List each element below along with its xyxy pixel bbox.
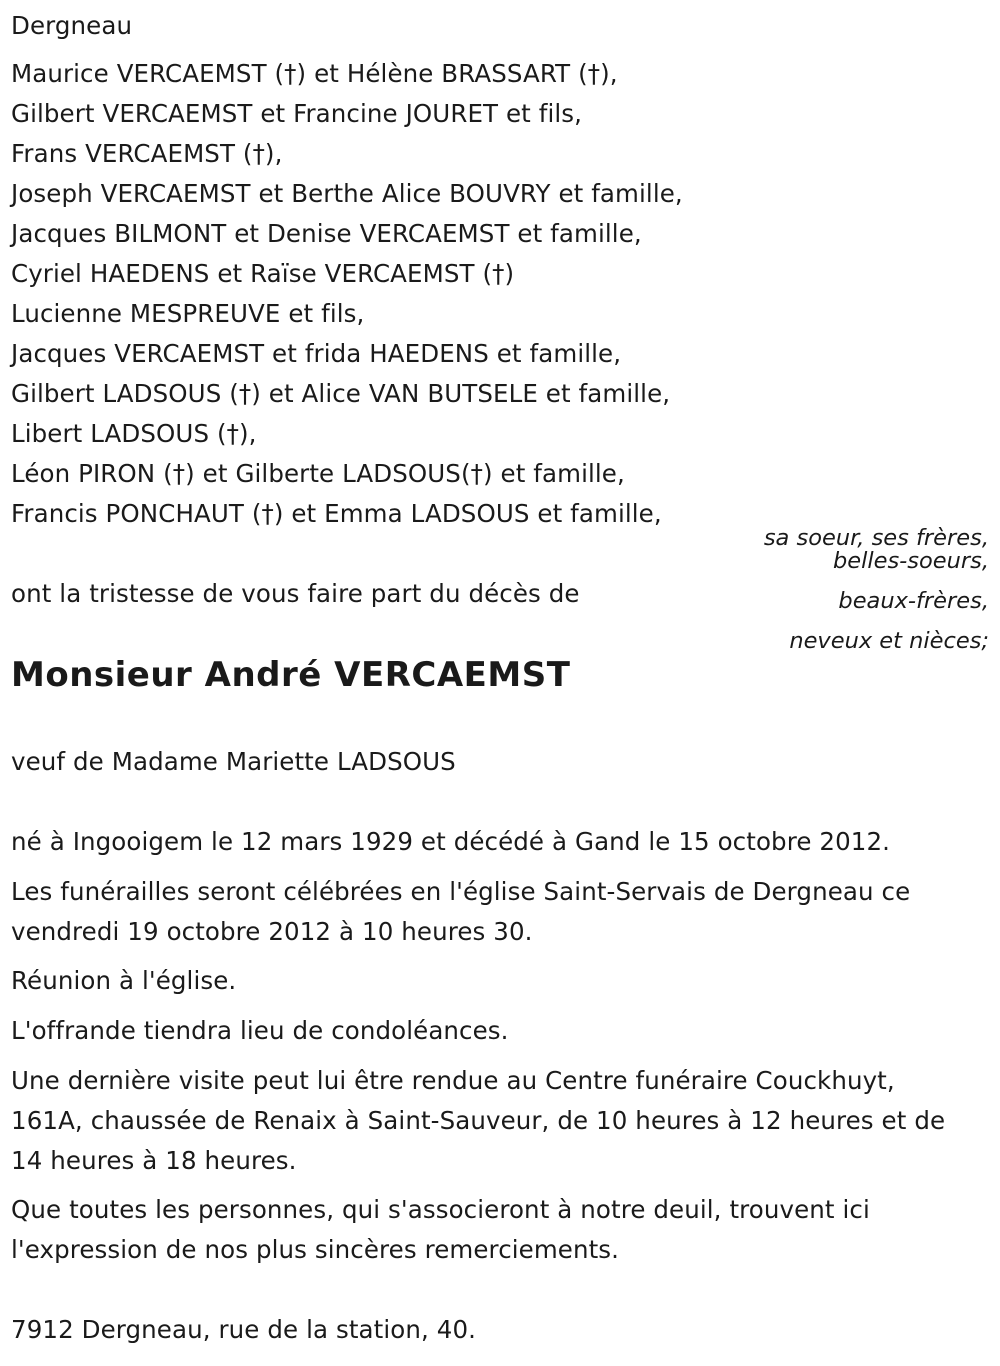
family-line: Léon PIRON (†) et Gilberte LADSOUS(†) et famille,: [11, 459, 625, 488]
funeral-line: vendredi 19 octobre 2012 à 10 heures 30.: [11, 917, 533, 946]
meeting-line: Réunion à l'église.: [11, 966, 237, 995]
visit-line: 14 heures à 18 heures.: [11, 1146, 297, 1175]
visit-line: Une dernière visite peut lui être rendue au Centre funéraire Couckhuyt,: [11, 1066, 895, 1095]
family-line: Maurice VERCAEMST (†) et Hélène BRASSART (†),: [11, 59, 618, 88]
family-line: Cyriel HAEDENS et Raïse VERCAEMST (†): [11, 259, 515, 288]
header-place: Dergneau: [11, 11, 133, 40]
family-line: Libert LADSOUS (†),: [11, 419, 257, 448]
relation-line: belles-soeurs,: [832, 548, 989, 574]
announcement-text: ont la tristesse de vous faire part du décès de: [11, 579, 580, 608]
relation-line: beaux-frères,: [838, 588, 989, 614]
family-line: Gilbert LADSOUS (†) et Alice VAN BUTSELE et famille,: [11, 379, 671, 408]
thanks-line: Que toutes les personnes, qui s'associeront à notre deuil, trouvent ici: [11, 1195, 870, 1224]
relation-line: neveux et nièces;: [789, 628, 989, 654]
birth-death-line: né à Ingooigem le 12 mars 1929 et décédé à Gand le 15 octobre 2012.: [11, 827, 891, 856]
family-line: Jacques VERCAEMST et frida HAEDENS et famille,: [11, 339, 622, 368]
offering-line: L'offrande tiendra lieu de condoléances.: [11, 1016, 509, 1045]
family-line: Jacques BILMONT et Denise VERCAEMST et famille,: [11, 219, 642, 248]
visit-line: 161A, chaussée de Renaix à Saint-Sauveur, de 10 heures à 12 heures et de: [11, 1106, 946, 1135]
family-line: Gilbert VERCAEMST et Francine JOURET et fils,: [11, 99, 583, 128]
family-line: Francis PONCHAUT (†) et Emma LADSOUS et famille,: [11, 499, 662, 528]
widower-line: veuf de Madame Mariette LADSOUS: [11, 747, 456, 776]
address-line: 7912 Dergneau, rue de la station, 40.: [11, 1315, 477, 1344]
family-line: Frans VERCAEMST (†),: [11, 139, 283, 168]
thanks-line: l'expression de nos plus sincères remerciements.: [11, 1235, 620, 1264]
deceased-name: Monsieur André VERCAEMST: [11, 655, 571, 695]
relation-line: sa soeur, ses frères,: [763, 525, 989, 551]
family-line: Joseph VERCAEMST et Berthe Alice BOUVRY et famille,: [11, 179, 683, 208]
family-line: Lucienne MESPREUVE et fils,: [11, 299, 365, 328]
funeral-line: Les funérailles seront célébrées en l'église Saint-Servais de Dergneau ce: [11, 877, 911, 906]
